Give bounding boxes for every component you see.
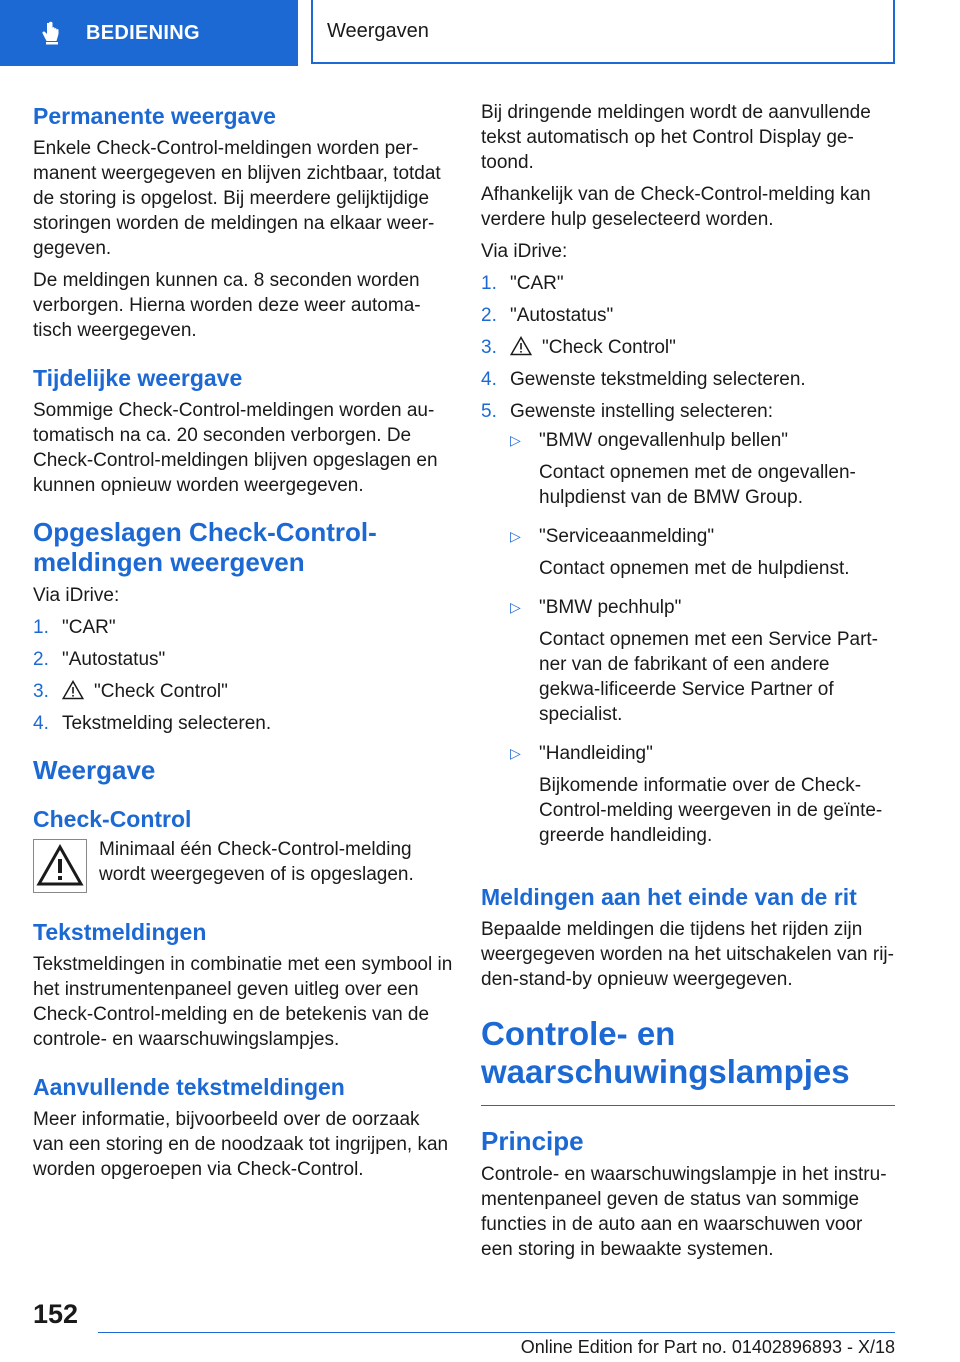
end-of-trip-paragraph: Bepaalde meldingen die tijdens het rijden zijn weergegeven worden na het uitschakelen van rij-den-stand-by opnieuw weergegeven. (481, 919, 894, 990)
principle-paragraph: Controle- en waarschuwingslampje in het instru-mentenpaneel geven de status van sommige functies in de auto aan en waarschuwen voor een storing in bewaakte systemen. (481, 1164, 887, 1260)
urgent-paragraph: Bij dringende meldingen wordt de aanvullende tekst automatisch op het Control Display ge-toond. (481, 102, 871, 173)
page-number: 152 (33, 1299, 79, 1329)
text-messages-heading: Tekstmeldingen (33, 919, 207, 945)
chapter-title: Weergaven (327, 19, 429, 42)
principle-heading: Principe (481, 1126, 584, 1156)
text-messages-paragraph: Tekstmeldingen in combinatie met een symbool in het instrumentenpaneel geven uitleg over een Check-Control-melding en de betekenis van de controle- en waarschuwingslampjes. (33, 954, 453, 1050)
triangle-bullet-icon: ▷ (510, 432, 521, 448)
footer-divider (98, 1332, 895, 1333)
page-header (0, 0, 960, 66)
list-item: 3. "Check Control" (33, 681, 228, 702)
stored-messages-heading: Opgeslagen Check-Control-meldingen weergeven (33, 517, 377, 577)
check-control-notice (33, 839, 453, 894)
stored-steps-list (33, 615, 453, 736)
list-item: 1. "CAR" (481, 273, 564, 294)
left-column (33, 100, 453, 1189)
lamps-heading: Controle- en waarschuwingslampjes (481, 1015, 850, 1090)
permanent-heading: Permanente weergave (33, 103, 276, 129)
list-item: ▷ "Handleiding" Bijkomende informatie over de Check-Control-melding weergeven in de geïnte-greerde handleiding. (510, 741, 895, 855)
list-item: ▷ "BMW pechhulp" Contact opnemen met een Service Part-ner van de fabrikant of een andere gekwa-lificeerde Service Partner of specialist. (510, 595, 895, 734)
extra-messages-heading: Aanvullende tekstmeldingen (33, 1074, 345, 1100)
stored-via-label: Via iDrive: (33, 585, 120, 606)
permanent-paragraph-1: Enkele Check-Control-meldingen worden per-manent weergegeven en blijven zichtbaar, totdat de storing is opgelost. Bij meerdere gelijktijdige storingen worden de meldingen na elkaar weer-gegeven. (33, 138, 441, 259)
temporary-heading: Tijdelijke weergave (33, 365, 243, 391)
triangle-bullet-icon: ▷ (510, 599, 521, 615)
steps-list (481, 271, 895, 862)
via-label: Via iDrive: (481, 241, 568, 262)
check-control-note: Minimaal één Check-Control-melding wordt weergegeven of is opgeslagen. (99, 839, 414, 885)
list-item: 1. "CAR" (33, 617, 116, 638)
display-heading: Weergave (33, 755, 156, 785)
list-item: 4. Tekstmelding selecteren. (33, 713, 272, 734)
warning-triangle-icon (510, 336, 532, 356)
section-title: BEDIENING (86, 21, 200, 44)
chapter-tab (311, 0, 895, 64)
extra-messages-paragraph: Meer informatie, bijvoorbeeld over de oorzaak van een storing en de noodzaak tot ingrijpen, kan worden opgeroepen via Check-Control. (33, 1109, 449, 1180)
list-item: 2. "Autostatus" (33, 649, 166, 670)
list-item: 4. Gewenste tekstmelding selecteren. (481, 369, 806, 390)
warning-triangle-icon (62, 680, 84, 700)
end-of-trip-heading: Meldingen aan het einde van de rit (481, 884, 857, 910)
edition-note: Online Edition for Part no. 01402896893 - X/18 (520, 1337, 895, 1357)
list-item: 3. "Check Control" (481, 337, 676, 358)
triangle-bullet-icon: ▷ (510, 528, 521, 544)
help-paragraph: Afhankelijk van de Check-Control-melding kan verdere hulp geselecteerd worden. (481, 184, 871, 230)
permanent-paragraph-2: De meldingen kunnen ca. 8 seconden worden verborgen. Hierna worden deze weer automa-tisch weergegeven. (33, 270, 421, 341)
triangle-bullet-icon: ▷ (510, 745, 521, 761)
right-column (481, 100, 895, 1269)
section-divider (481, 1105, 895, 1106)
list-item: ▷ "Serviceaanmelding" Contact opnemen met de hulpdienst. (510, 524, 895, 588)
section-tab (0, 0, 298, 66)
options-list (510, 428, 895, 855)
list-item: 2. "Autostatus" (481, 305, 614, 326)
temporary-paragraph: Sommige Check-Control-meldingen worden au-tomatisch na ca. 20 seconden verborgen. De Check-Control-meldingen blijven opgeslagen en kunnen opnieuw worden weergegeven. (33, 400, 438, 496)
list-item: ▷ "BMW ongevallenhulp bellen" Contact opnemen met de ongevallen-hulpdienst van de BMW Group. (510, 428, 895, 517)
check-control-heading: Check-Control (33, 806, 192, 832)
hand-pointer-icon (38, 20, 64, 46)
list-item: 5. Gewenste instelling selecteren: ▷ "BMW ongevallenhulp bellen" Contact opnemen met de ongevallen-hulpdienst van de BMW Group. ▷ "Serviceaanmelding" Contact opnemen met de hulpdienst. ▷ "BMW pechhulp" Contact opnemen met een Service Part-ner van de fabrikant of een andere gekwa-lificeerde Service Partner of specialist. ▷ "Handleiding" Bijkomende informatie over de Check-Control-melding weergeven in de geïnte-greerde handleiding. (481, 399, 895, 862)
warning-triangle-icon (33, 839, 87, 893)
